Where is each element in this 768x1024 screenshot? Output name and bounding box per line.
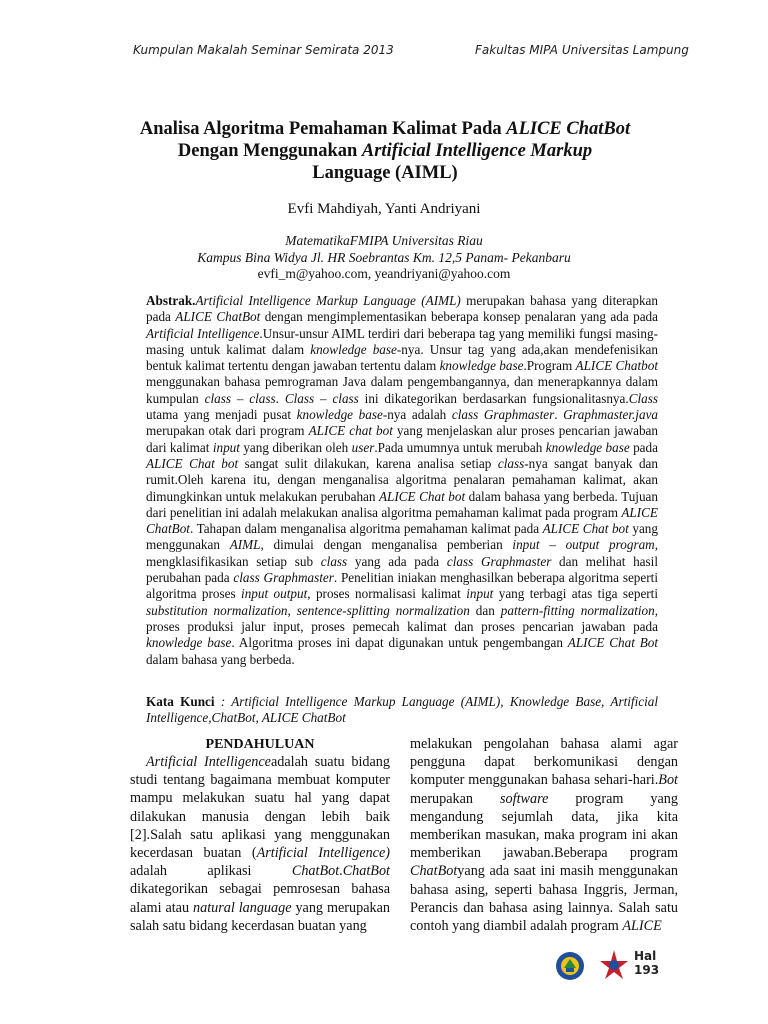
abs-seg: – — [314, 390, 333, 406]
abs-seg: yang ada pada — [347, 553, 447, 569]
abs-seg: user — [351, 439, 375, 455]
abs-seg: substitution normalization — [146, 602, 288, 618]
body-seg: yang ada saat ini masih menggunakan bahasa asing, seperti bahasa Inggris, Jerman, Perancis dan bahasa asing lainnya. Salah satu contoh yang diambil adalah program — [410, 863, 678, 935]
keywords-label: Kata Kunci — [146, 694, 215, 709]
body-seg: ChatBot — [342, 863, 390, 880]
abs-seg: , mengklasifikasikan setiap sub — [146, 537, 658, 569]
body-seg: ChatBot — [291, 863, 340, 880]
abs-seg: class — [497, 455, 525, 471]
abs-seg: ALICE Chat Bot — [567, 635, 659, 651]
abs-seg: . Penelitian iniakan menghasilkan beberapa algoritma seperti algoritma proses — [146, 570, 658, 602]
running-header-left: Kumpulan Makalah Seminar Semirata 2013 — [133, 43, 394, 57]
abs-seg: yang diberikan oleh — [239, 439, 352, 455]
abs-seg: dalam bahasa yang berbeda. — [146, 651, 295, 667]
author-emails: evfi_m@yahoo.com, yeandriyani@yahoo.com — [257, 266, 511, 281]
abs-seg: -nya. Unsur tag yang ada,akan mendefenisikan bentuk kalimat tertentu dengan jawaban tertentu dalam — [146, 341, 658, 374]
title-part: Analisa Algoritma Pemahaman Kalimat Pada — [139, 119, 507, 139]
abs-seg: pattern-fitting normalization — [500, 602, 655, 618]
running-header-right: Fakultas MIPA Universitas Lampung — [475, 43, 689, 57]
abs-seg: ALICE chat bot — [308, 423, 393, 439]
body-seg: software — [500, 790, 549, 807]
affiliation-line: MatematikaFMIPA Universitas Riau — [285, 233, 483, 248]
abs-seg: merupakan bahasa yang diterapkan pada — [146, 293, 658, 325]
abs-seg: ALICE Chat bot — [146, 455, 239, 471]
body-seg: . — [339, 863, 343, 880]
abs-seg: , dimulai dengan menganalisa pemberian — [260, 537, 513, 553]
abs-seg: input — [212, 439, 240, 455]
abs-seg: . — [554, 407, 564, 423]
abs-seg: .Program — [523, 358, 576, 374]
abstract — [146, 293, 658, 668]
abs-seg: dalam bahasa yang berbeda. Tujuan dari penelitian ini adalah melakukan analisa algoritma pemahaman kalimat pada program — [146, 488, 658, 520]
abs-seg: Class — [284, 390, 315, 406]
page-number: Hal 193 — [634, 949, 660, 977]
abs-seg: .Unsur-unsur AIML terdiri dari beberapa tag yang memiliki fungsi masing-masing untuk kalimat dalam — [146, 325, 658, 357]
abs-seg: Artificial Intelligence — [146, 325, 260, 341]
abs-seg: ALICE ChatBot — [146, 504, 658, 537]
body-seg: Artificial Intelligence — [146, 754, 271, 770]
abs-seg: .Pada umumnya untuk merubah — [374, 439, 546, 455]
abs-seg: Artificial Intelligence Markup Language (AIML) — [195, 293, 461, 308]
abs-seg: class Graphmaster — [446, 553, 552, 569]
abs-seg: yang terbagi atas tiga seperti — [493, 586, 659, 602]
abs-seg: class — [204, 390, 231, 406]
abs-seg: AIML — [229, 537, 261, 553]
abstract-label: Abstrak. — [146, 293, 196, 308]
affiliation-address: Kampus Bina Widya Jl. HR Soebrantas Km. 12,5 Panam- Pekanbaru — [197, 250, 571, 265]
abs-seg: yang menjelaskan alur proses pencarian jawaban dari kalimat — [146, 423, 658, 455]
body-column-left — [130, 753, 390, 935]
body-seg: yang merupakan salah satu bidang kecerdasan buatan yang — [130, 899, 390, 934]
paper-title — [110, 118, 660, 184]
abs-seg: . — [275, 390, 285, 406]
keywords-text: : Artificial Intelligence Markup Language (AIML), Knowledge Base, Artificial Intelligence,ChatBot, ALICE ChatBot — [146, 694, 659, 726]
abs-seg: ALICE Chatbot — [575, 358, 658, 374]
abs-seg: ALICE ChatBot — [175, 309, 261, 325]
abs-seg: class Graphmaster — [233, 570, 334, 586]
body-seg: melakukan pengolahan bahasa alami agar pengguna dapat berkomunikasi dengan komputer menggunakan bahasa sehari-hari. — [410, 736, 678, 789]
abs-seg: menggunakan bahasa pemrograman Java dalam pengembangannya, dan menerapkannya dalam kumpulan — [146, 374, 658, 406]
abs-seg: dan melihat hasil perubahan pada — [146, 553, 658, 586]
abs-seg: yang menggunakan — [146, 521, 658, 553]
footer-logos — [552, 948, 682, 984]
title-part: Artificial Intelligence Markup — [361, 141, 593, 161]
abs-seg: class — [320, 553, 348, 569]
abs-seg: input output — [241, 586, 308, 602]
body-seg: program yang mengandung sejumlah data, jika kita memberikan masukan, maka program ini akan memberikan jawaban.Beberapa program — [410, 790, 678, 862]
abs-seg: class — [332, 390, 359, 406]
abs-seg: . Algoritma proses ini dapat digunakan untuk pengembangan — [231, 635, 568, 651]
abs-seg: knowledge base — [439, 358, 524, 374]
abs-seg: knowledge base — [545, 439, 630, 455]
body-seg: adalah suatu bidang studi tentang bagaimana membuat komputer mampu melakukan suatu hal yang dapat dilakukan manusia dengan lebih baik [2].Salah satu aplikasi yang menggunakan kecerdasan buatan ( — [130, 754, 390, 862]
abs-seg: , proses normalisasi kalimat — [307, 586, 467, 602]
title-part: Language (AIML) — [312, 163, 458, 183]
abs-seg: knowledge base — [146, 635, 232, 651]
abs-seg: -nya adalah — [382, 407, 452, 423]
keywords — [146, 694, 658, 727]
abs-seg: Graphmaster.java — [563, 407, 659, 423]
abs-seg: utama yang menjadi pusat — [146, 407, 297, 423]
abs-seg: knowledge base — [296, 407, 383, 423]
abs-seg: , — [287, 602, 297, 618]
abs-seg: pada — [629, 439, 658, 455]
body-column-right — [410, 735, 678, 935]
abs-seg: merupakan otak dari program — [146, 423, 309, 439]
abs-seg: input – output program — [512, 537, 655, 553]
abs-seg: , proses produksi jalur input, proses pemecah kalimat dan proses pencarian jawaban pada — [146, 602, 659, 634]
abs-seg: dengan mengimplementasikan beberapa konsep penalaran yang ada pada — [260, 309, 658, 325]
body-seg: dikategorikan sebagai pemrosesan bahasa alami atau — [130, 881, 390, 916]
university-logo-icon — [552, 948, 592, 982]
abs-seg: input — [466, 586, 494, 602]
body-seg: merupakan — [410, 790, 501, 807]
abs-seg: class Graphmaster — [451, 407, 555, 423]
body-seg: adalah aplikasi — [130, 863, 292, 880]
abs-seg: dan — [469, 602, 501, 618]
section-heading: PENDAHULUAN — [205, 737, 315, 752]
abs-seg: ALICE Chat bot — [378, 488, 466, 504]
body-seg: natural language — [193, 899, 292, 916]
body-seg: Artificial Intelligence) — [256, 845, 390, 862]
body-seg: ChatBot — [410, 863, 458, 880]
faculty-logo-icon — [598, 948, 630, 982]
abs-seg: knowledge base — [310, 341, 397, 357]
abs-seg: sentence-splitting normalization — [296, 602, 470, 618]
title-part: Dengan Menggunakan — [177, 141, 362, 161]
abs-seg: ini dikategorikan berdasarkan fungsionalitasnya. — [358, 390, 629, 406]
abs-seg: -nya sangat banyak dan rumit.Oleh karena itu, dengan menganalisa algoritma penalaran pemahaman kalimat, akan dimungkinkan untuk melakukan perubahan — [146, 455, 658, 504]
body-seg: ALICE — [622, 918, 662, 935]
abs-seg: Class — [628, 390, 659, 406]
abs-seg: ALICE Chat bot — [542, 521, 629, 537]
abs-seg: sangat sulit dilakukan, karena analisa setiap — [238, 455, 498, 471]
title-part: ALICE ChatBot — [506, 119, 631, 139]
abs-seg: class — [249, 390, 276, 406]
body-seg: Bot — [658, 772, 678, 789]
authors: Evfi Mahdiyah, Yanti Andriyani — [287, 201, 481, 217]
abs-seg: . Tahapan dalam menganalisa algoritma pemahaman kalimat pada — [189, 521, 543, 537]
abs-seg: – — [230, 390, 250, 406]
